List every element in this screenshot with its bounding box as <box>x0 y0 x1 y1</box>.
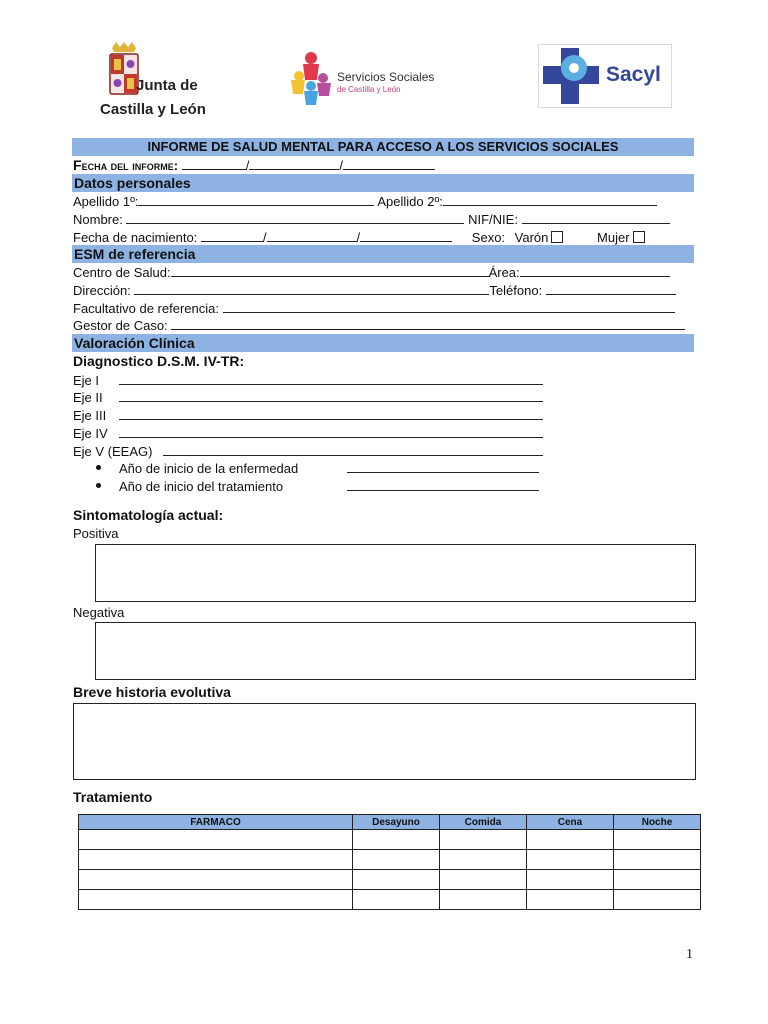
table-cell[interactable] <box>614 890 701 910</box>
eje-field[interactable] <box>119 425 543 438</box>
nacimiento-day-field[interactable] <box>201 229 263 242</box>
table-row <box>79 870 701 890</box>
telefono-label: Teléfono: <box>489 283 543 298</box>
negativa-label: Negativa <box>73 605 125 620</box>
table-cell[interactable] <box>527 830 614 850</box>
eje-field[interactable] <box>119 372 543 385</box>
junta-castilla-leon-logo <box>98 42 218 122</box>
eje-row <box>73 389 543 406</box>
inicio-enfermedad-label: Año de inicio de la enfermedad <box>119 461 299 476</box>
eje-label: Eje IV <box>73 426 108 441</box>
table-cell[interactable] <box>353 850 440 870</box>
nacimiento-row: Fecha de nacimiento: / / Sexo: Varón Mujer <box>73 229 645 246</box>
sexo-label: Sexo: <box>471 230 506 245</box>
nacimiento-year-field[interactable] <box>360 229 452 242</box>
historia-heading: Breve historia evolutiva <box>73 684 231 700</box>
inicio-tratamiento-label: Año de inicio del tratamiento <box>119 479 284 494</box>
nacimiento-month-field[interactable] <box>267 229 357 242</box>
table-row <box>79 850 701 870</box>
table-cell[interactable] <box>440 830 527 850</box>
column-header-desayuno: Desayuno <box>353 815 440 830</box>
fecha-informe-day-field[interactable] <box>182 157 246 170</box>
varon-label: Varón <box>514 230 549 245</box>
sacyl-logo <box>538 44 672 108</box>
diagnostico-heading: Diagnostico D.S.M. IV-TR: <box>73 353 245 369</box>
table-cell[interactable] <box>440 850 527 870</box>
table-cell[interactable] <box>79 850 353 870</box>
sintomatologia-heading: Sintomatología actual: <box>73 507 224 523</box>
eje-row <box>73 443 543 460</box>
eje-label: Eje V (EEAG) <box>73 444 153 459</box>
column-header-noche: Noche <box>614 815 701 830</box>
table-cell[interactable] <box>614 870 701 890</box>
eje-field[interactable] <box>119 407 543 420</box>
nif-label: NIF/NIE: <box>468 212 518 227</box>
table-cell[interactable] <box>79 890 353 910</box>
table-cell[interactable] <box>79 870 353 890</box>
tratamiento-table <box>78 814 701 910</box>
nombre-field[interactable] <box>126 211 464 224</box>
centro-salud-field[interactable] <box>171 264 489 277</box>
historia-textbox[interactable] <box>73 703 696 780</box>
eje-row <box>73 372 543 389</box>
mujer-label: Mujer <box>597 230 630 245</box>
table-cell[interactable] <box>614 850 701 870</box>
column-header-comida: Comida <box>440 815 527 830</box>
table-row <box>79 830 701 850</box>
gestor-label: Gestor de Caso: <box>73 318 168 333</box>
table-cell[interactable] <box>353 830 440 850</box>
mujer-checkbox[interactable] <box>633 231 645 243</box>
fecha-informe-month-field[interactable] <box>249 157 339 170</box>
inicio-tratamiento-row <box>119 478 539 495</box>
table-cell[interactable] <box>527 890 614 910</box>
centro-salud-label: Centro de Salud: <box>73 265 171 280</box>
eje-row <box>73 425 543 442</box>
junta-logo-text-2: Castilla y León <box>100 101 206 118</box>
nombre-row <box>73 211 670 228</box>
tratamiento-heading: Tratamiento <box>73 789 153 805</box>
page-number: 1 <box>686 947 693 962</box>
column-header-cena: Cena <box>527 815 614 830</box>
sacyl-text: Sacyl <box>606 63 661 86</box>
apellido1-field[interactable] <box>138 193 374 206</box>
table-cell[interactable] <box>527 870 614 890</box>
varon-checkbox[interactable] <box>551 231 563 243</box>
eje-label: Eje I <box>73 373 100 388</box>
apellido1-label: Apellido 1º: <box>73 194 139 209</box>
direccion-row <box>73 282 676 299</box>
table-cell[interactable] <box>353 890 440 910</box>
apellido2-field[interactable] <box>443 193 657 206</box>
facultativo-label: Facultativo de referencia: <box>73 301 219 316</box>
column-header-farmaco: FARMACO <box>79 815 353 830</box>
valoracion-heading: Valoración Clínica <box>72 334 694 352</box>
gestor-field[interactable] <box>171 317 685 330</box>
servicios-sociales-text: Servicios Sociales <box>337 70 435 84</box>
centro-row <box>73 264 670 281</box>
eje-label: Eje III <box>73 408 107 423</box>
table-cell[interactable] <box>353 870 440 890</box>
positiva-textbox[interactable] <box>95 544 696 602</box>
table-cell[interactable] <box>440 870 527 890</box>
facultativo-row <box>73 300 675 317</box>
apellido2-label: Apellido 2º: <box>377 194 443 209</box>
direccion-field[interactable] <box>134 282 489 295</box>
fecha-informe-year-field[interactable] <box>343 157 435 170</box>
esm-heading: ESM de referencia <box>72 245 694 263</box>
inicio-tratamiento-field[interactable] <box>347 478 539 491</box>
eje-field[interactable] <box>119 389 543 402</box>
facultativo-field[interactable] <box>223 300 675 313</box>
table-row <box>79 890 701 910</box>
eje-label: Eje II <box>73 390 103 405</box>
apellidos-row <box>73 193 657 210</box>
table-header-row <box>79 815 701 830</box>
table-cell[interactable] <box>440 890 527 910</box>
servicios-sociales-subtext: de Castilla y León <box>337 85 401 94</box>
servicios-sociales-logo <box>287 50 435 106</box>
area-label: Área: <box>488 265 520 280</box>
positiva-label: Positiva <box>73 526 119 541</box>
telefono-field[interactable] <box>546 282 676 295</box>
bullet-icon <box>96 465 101 470</box>
direccion-label: Dirección: <box>73 283 131 298</box>
eje-field[interactable] <box>163 443 543 456</box>
nif-field[interactable] <box>522 211 670 224</box>
inicio-enfermedad-row <box>119 460 539 477</box>
fecha-informe-initial: F <box>73 157 82 173</box>
negativa-textbox[interactable] <box>95 622 696 680</box>
fecha-informe-row: Fecha del informe: / / <box>73 157 435 174</box>
bullet-icon <box>96 483 101 488</box>
table-cell[interactable] <box>527 850 614 870</box>
form-title: INFORME DE SALUD MENTAL PARA ACCESO A LOS SERVICIOS SOCIALES <box>72 138 694 156</box>
table-cell[interactable] <box>79 830 353 850</box>
inicio-enfermedad-field[interactable] <box>347 460 539 473</box>
nombre-label: Nombre: <box>73 212 123 227</box>
gestor-row <box>73 317 685 334</box>
junta-logo-text-1: Junta de <box>136 77 198 94</box>
fecha-informe-label: echa del informe: <box>81 158 179 173</box>
datos-personales-heading: Datos personales <box>72 174 694 192</box>
area-field[interactable] <box>520 264 670 277</box>
fecha-nacimiento-label: Fecha de nacimiento: <box>73 230 198 245</box>
table-cell[interactable] <box>614 830 701 850</box>
eje-row <box>73 407 543 424</box>
